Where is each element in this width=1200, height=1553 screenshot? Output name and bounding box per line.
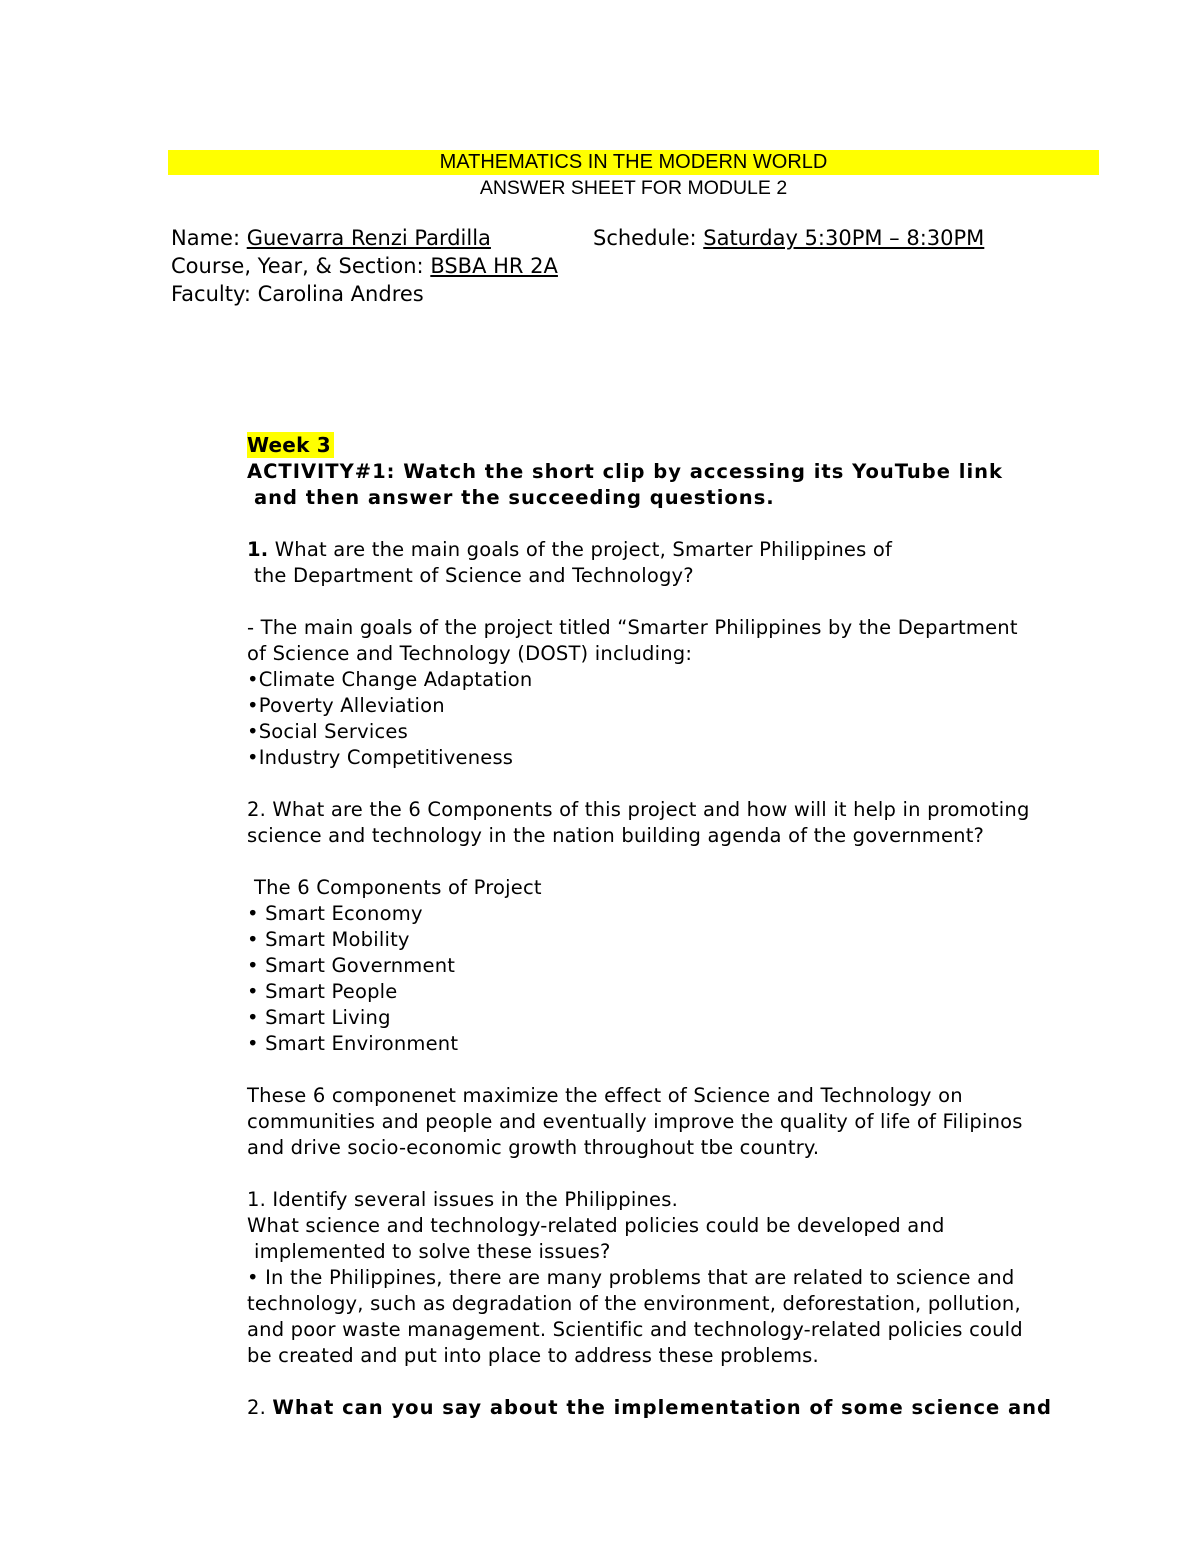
answer-body	[247, 432, 1127, 1421]
question-1	[247, 537, 1127, 563]
components-heading: The 6 Components of Project	[254, 876, 542, 899]
implementation-question	[247, 1395, 1127, 1421]
summary-line2: communities and people and eventually improve the quality of life of Filipinos	[247, 1110, 1023, 1133]
list-item: •Climate Change Adaptation	[247, 668, 533, 691]
issues-answer-line1: • In the Philippines, there are many problems that are related to science and	[247, 1266, 1015, 1289]
schedule-line	[593, 224, 984, 252]
schedule-label: Schedule:	[593, 226, 704, 250]
list-item: • Smart Environment	[247, 1032, 459, 1055]
summary-line1: These 6 componenet maximize the effect of Science and Technology on	[247, 1084, 963, 1107]
list-item: • Smart Government	[247, 954, 456, 977]
faculty-line	[171, 280, 424, 308]
issues-question-line3: implemented to solve these issues?	[254, 1240, 611, 1263]
issues-answer-line4: be created and put into place to address these problems.	[247, 1344, 819, 1367]
answer-1-line1: - The main goals of the project titled “Smarter Philippines by the Department	[247, 616, 1018, 639]
list-item: • Smart Economy	[247, 902, 423, 925]
list-item: •Poverty Alleviation	[247, 694, 445, 717]
faculty-label: Faculty:	[171, 282, 258, 306]
question-2-line1: 2. What are the 6 Components of this project and how will it help in promoting	[247, 798, 1030, 821]
name-label: Name:	[171, 226, 247, 250]
implementation-text: What can you say about the implementation of some science and	[272, 1396, 1053, 1419]
course-value: BSBA HR 2A	[430, 254, 558, 278]
list-item: • Smart Living	[247, 1006, 391, 1029]
implementation-number: 2.	[247, 1396, 273, 1419]
activity-instruction-line1: ACTIVITY#1: Watch the short clip by accessing its YouTube link	[247, 460, 1003, 483]
document-subtitle: ANSWER SHEET FOR MODULE 2	[479, 177, 788, 199]
summary-line3: and drive socio-economic growth throughout tbe country.	[247, 1136, 820, 1159]
name-value: Guevarra Renzi Pardilla	[246, 226, 491, 250]
issues-answer-line3: and poor waste management. Scientific and technology-related policies could	[247, 1318, 1023, 1341]
course-label: Course, Year, & Section:	[171, 254, 431, 278]
list-item: •Social Services	[247, 720, 408, 743]
week-label: Week 3	[247, 432, 334, 458]
name-line	[171, 224, 491, 252]
issues-question-line1: 1. Identify several issues in the Philippines.	[247, 1188, 678, 1211]
question-1-line1: What are the main goals of the project, Smarter Philippines of	[268, 538, 893, 561]
question-1-line2: the Department of Science and Technology?	[254, 564, 694, 587]
course-line	[171, 252, 558, 280]
list-item: • Smart People	[247, 980, 398, 1003]
schedule-value: Saturday 5:30PM – 8:30PM	[703, 226, 985, 250]
document-title: MATHEMATICS IN THE MODERN WORLD	[168, 150, 1099, 175]
issues-answer-line2: technology, such as degradation of the environment, deforestation, pollution,	[247, 1292, 1021, 1315]
answer-1-line2: of Science and Technology (DOST) including:	[247, 642, 693, 665]
question-2-line2: science and technology in the nation building agenda of the government?	[247, 824, 985, 847]
activity-instruction-line2: and then answer the succeeding questions.	[254, 486, 775, 509]
list-item: • Smart Mobility	[247, 928, 410, 951]
list-item: •Industry Competitiveness	[247, 746, 514, 769]
faculty-value: Carolina Andres	[257, 282, 424, 306]
question-1-number: 1.	[247, 538, 269, 561]
issues-question-line2: What science and technology-related policies could be developed and	[247, 1214, 945, 1237]
